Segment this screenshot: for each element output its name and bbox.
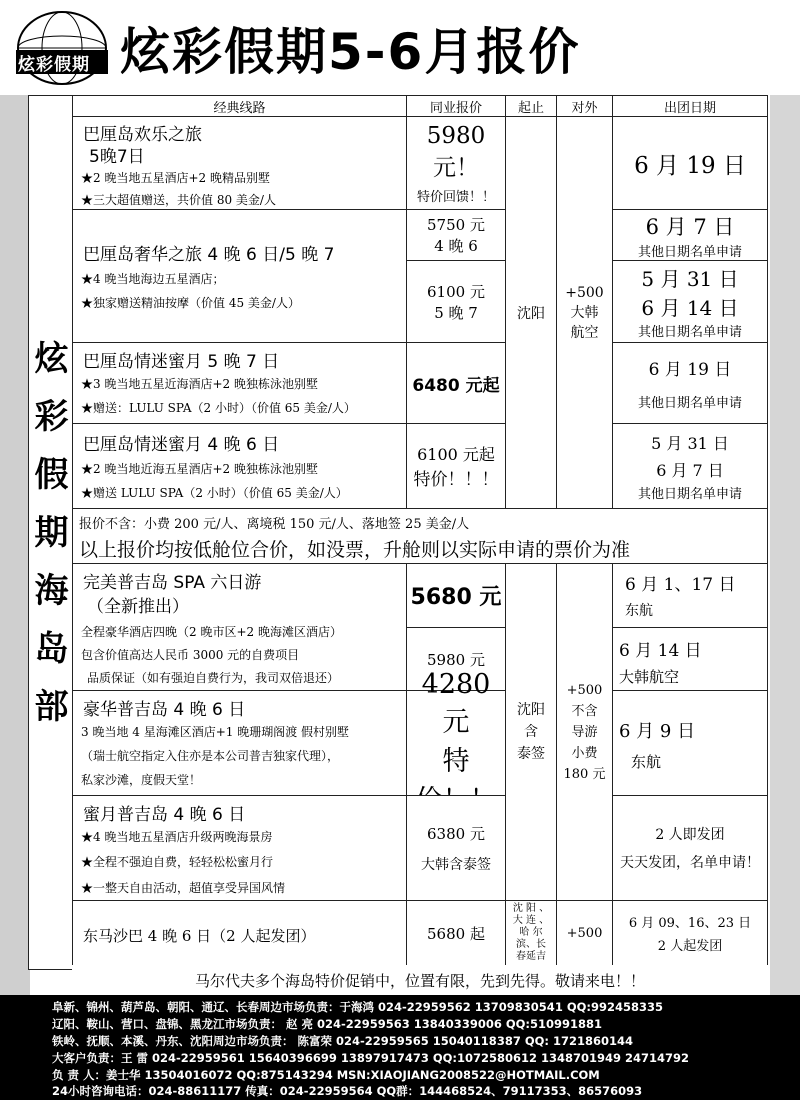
sabah-start-cell: [505, 900, 557, 966]
date-cell: [612, 690, 768, 796]
date-cell: [612, 260, 768, 343]
contact-footer: [0, 995, 800, 1100]
banner-text: 马尔代夫多个海岛特价促销中，位置有限，先到先得。敬请来电！！: [194, 971, 645, 990]
price-cell: [406, 900, 506, 966]
date-value: 6 月 1、17 日: [625, 575, 736, 595]
date-note: 其他日期名单申请: [637, 325, 742, 340]
price-value: 5680 元: [410, 585, 502, 610]
price-notes: [72, 508, 768, 564]
date-value: 6 月 19 日: [634, 153, 746, 179]
side-title-char: 假: [34, 454, 69, 495]
page-header: [0, 0, 800, 95]
side-title-char: 炫: [34, 338, 69, 379]
date-value: 6 月 14 日: [619, 641, 702, 661]
date-value: 2 人起发团: [657, 939, 723, 954]
col-header-price: 同业报价: [406, 95, 506, 117]
price-value: 5980 元: [427, 650, 485, 669]
route-bali-honeymoon-5n: [72, 342, 407, 424]
route-subtitle: （全新推出）: [87, 597, 189, 617]
maldives-banner: [72, 965, 768, 995]
route-name: 豪华普吉岛 4 晚 6 日: [83, 700, 246, 720]
right-decor-strip: [770, 95, 800, 995]
price-cell: [406, 423, 506, 509]
contact-line: 铁岭、抚顺、本溪、丹东、沈阳周边市场负责： 陈富荣 024-22959565 15040118387 QQ: 1721860144: [52, 1034, 633, 1048]
route-feature: ★全程不强迫自费，轻轻松松蜜月行: [81, 855, 274, 869]
external-note: +500: [566, 925, 603, 941]
price-value: 6100 元: [427, 282, 485, 301]
route-feature: （瑞士航空指定入住亦是本公司普吉独家代理），: [81, 749, 340, 763]
date-value: 2 人即发团: [655, 827, 725, 843]
price-cell: [406, 342, 506, 424]
route-feature: ★2 晚当地近海五星酒店+2 晚独栋泳池别墅: [81, 462, 318, 476]
route-feature: 私家沙滩，度假天堂！: [81, 773, 202, 787]
route-feature: ★三大超值赠送，共价值 80 美金/人: [81, 193, 276, 207]
price-cell: [406, 669, 506, 796]
contact-line: 大客户负责：王 雷 024-22959561 15640396699 13897917473 QQ:1072580612 1348701949 24714792: [52, 1051, 690, 1065]
route-feature: ★2 晚当地五星酒店+2 晚精品别墅: [81, 171, 270, 185]
date-value: 6 月 7 日: [656, 460, 724, 480]
date-value: 5 月 31 日: [641, 267, 739, 291]
date-note: 东航: [631, 753, 662, 771]
col-header-external: 对外: [556, 95, 613, 117]
route-name: 完美普吉岛 SPA 六日游: [83, 573, 262, 593]
price-value: 5680 起: [427, 924, 485, 943]
bali-start-cell: [505, 116, 557, 509]
contact-line: 负 责 人：姜士华 13504016072 QQ:875143294 MSN:XIAOJIANG2008522@HOTMAIL.COM: [52, 1068, 600, 1082]
sabah-external-cell: [556, 900, 613, 966]
price-cell: [406, 795, 506, 901]
route-feature: ★独家赠送精油按摩（价值 45 美金/人）: [81, 296, 300, 310]
side-title-char: 海: [34, 570, 69, 611]
external-note: +500 不含 导游 小费 180 元: [563, 682, 606, 782]
price-note: 特价回馈！！: [416, 189, 495, 205]
price-note: 特价！！！: [413, 470, 499, 490]
side-title-char: 部: [34, 686, 69, 727]
route-bali-luxury: [72, 209, 407, 343]
side-title-char: 岛: [34, 628, 69, 669]
date-note: 大韩航空: [619, 668, 680, 686]
logo-text: 炫彩假期: [18, 55, 90, 75]
route-feature: ★4 晚当地海边五星酒店；: [81, 272, 225, 286]
route-duration: 5晚7日: [89, 147, 145, 167]
price-note: 特: [442, 746, 470, 777]
route-feature: 品质保证（如有强迫自费行为，我司双倍退还）: [87, 671, 340, 685]
date-value: 6 月 19 日: [648, 360, 732, 380]
date-cell: [612, 423, 768, 509]
route-bali-honeymoon-4n: [72, 423, 407, 509]
date-note: 其他日期名单申请: [637, 396, 742, 411]
date-cell: [612, 627, 768, 691]
price-value: 6100 元起: [417, 445, 495, 464]
price-note: 大韩含泰签: [421, 856, 491, 873]
start-city: 沈 阳 、 大 连 、 哈 尔 滨、长 春延吉: [512, 903, 550, 962]
globe-logo-icon: [8, 8, 116, 88]
route-name: 巴厘岛欢乐之旅: [83, 125, 202, 145]
date-note: 其他日期名单申请: [637, 486, 742, 502]
price-cell: [406, 260, 506, 343]
price-note: 5 晚 7: [434, 303, 478, 322]
col-header-route: 经典线路: [72, 95, 407, 117]
date-value: 6 月 7 日: [645, 214, 735, 239]
date-value: 6 月 9 日: [619, 721, 696, 742]
date-value: 6 月 09、16、23 日: [628, 916, 752, 931]
route-feature: ★一整天自由活动，超值享受异国风情: [81, 881, 286, 895]
col-header-start: 起止: [505, 95, 557, 117]
route-sabah: [72, 900, 407, 966]
date-cell: [612, 342, 768, 424]
route-feature: ★赠送：LULU SPA（2 小时）（价值 65 美金/人）: [81, 401, 356, 415]
date-cell: [612, 563, 768, 628]
date-note: 东航: [625, 603, 653, 619]
date-cell: [612, 209, 768, 261]
route-bali-fun: [72, 116, 407, 211]
page-title: 炫彩假期5-6月报价: [120, 23, 581, 81]
note-cabin: 以上报价均按低舱位合价，如没票，升舱则以实际申请的票价为准: [79, 539, 631, 561]
col-header-date: 出团日期: [612, 95, 768, 117]
price-value: 6480 元起: [412, 375, 500, 396]
price-cell: [406, 116, 506, 211]
contact-line: 辽阳、鞍山、营口、盘锦、黑龙江市场负责： 赵 亮 024-22959563 13840339006 QQ:510991881: [52, 1017, 602, 1031]
route-feature: 全程豪华酒店四晚（2 晚市区+2 晚海滩区酒店）: [81, 625, 342, 639]
route-name: 巴厘岛情迷蜜月 5 晚 7 日: [83, 352, 280, 372]
price-value: 5750 元: [427, 216, 485, 234]
price-value: 4280 元: [421, 669, 491, 738]
bali-external-cell: [556, 116, 613, 509]
date-value: 5 月 31 日: [651, 433, 729, 453]
price-cell: [406, 563, 506, 628]
price-note: 4 晚 6: [434, 237, 478, 255]
date-note: 其他日期名单申请: [637, 244, 742, 260]
price-value: 6380 元: [427, 824, 485, 843]
date-cell: [612, 795, 768, 901]
phuket-start-cell: [505, 563, 557, 901]
route-feature: 3 晚当地 4 星海滩区酒店+1 晚珊瑚阁渡 假村别墅: [81, 725, 350, 739]
external-note: +500 大韩 航空: [565, 284, 604, 341]
route-phuket-honeymoon: [72, 795, 407, 901]
price-cell: [406, 209, 506, 261]
left-decor-strip: [0, 95, 30, 995]
route-name: 巴厘岛奢华之旅 4 晚 6 日/5 晚 7: [83, 245, 335, 265]
date-cell: [612, 900, 768, 966]
route-name: 蜜月普吉岛 4 晚 6 日: [83, 805, 246, 825]
date-cell: [612, 116, 768, 211]
route-feature: ★3 晚当地五星近海酒店+2 晚独栋泳池别墅: [81, 377, 318, 391]
contact-line: 阜新、锦州、葫芦岛、朝阳、通辽、长春周边市场负责：于海鸿 024-22959562 13709830541 QQ:992458335: [52, 1000, 663, 1014]
route-feature: 包含价值高达人民币 3000 元的自费项目: [81, 648, 300, 662]
start-city: 沈阳: [517, 305, 545, 322]
route-name: 东马沙巴 4 晚 6 日（2 人起发团）: [83, 927, 316, 945]
route-feature: ★4 晚当地五星酒店升级两晚海景房: [81, 830, 273, 844]
phuket-external-cell: [556, 563, 613, 901]
note-exclusions: 报价不含：小费 200 元/人、离境税 150 元/人、落地签 25 美金/人: [79, 517, 470, 532]
side-title-char: 期: [34, 512, 69, 553]
price-value: 5980 元！: [426, 122, 486, 181]
route-name: 巴厘岛情迷蜜月 4 晚 6 日: [83, 435, 280, 455]
side-title: [30, 95, 73, 970]
contact-line: 24小时咨询电话：024-88611177 传真：024-22959564 QQ群：144468524、79117353、86576093: [52, 1084, 643, 1098]
route-phuket-luxury: [72, 690, 407, 796]
price-table: [28, 95, 768, 995]
start-city: 沈阳 含 泰签: [517, 702, 545, 762]
date-value: 天天发团，名单申请！: [620, 855, 760, 871]
side-title-char: 彩: [34, 396, 69, 437]
route-feature: ★赠送 LULU SPA（2 小时）（价值 65 美金/人）: [81, 486, 348, 500]
route-phuket-spa: [72, 563, 407, 691]
date-value: 6 月 14 日: [641, 296, 739, 320]
